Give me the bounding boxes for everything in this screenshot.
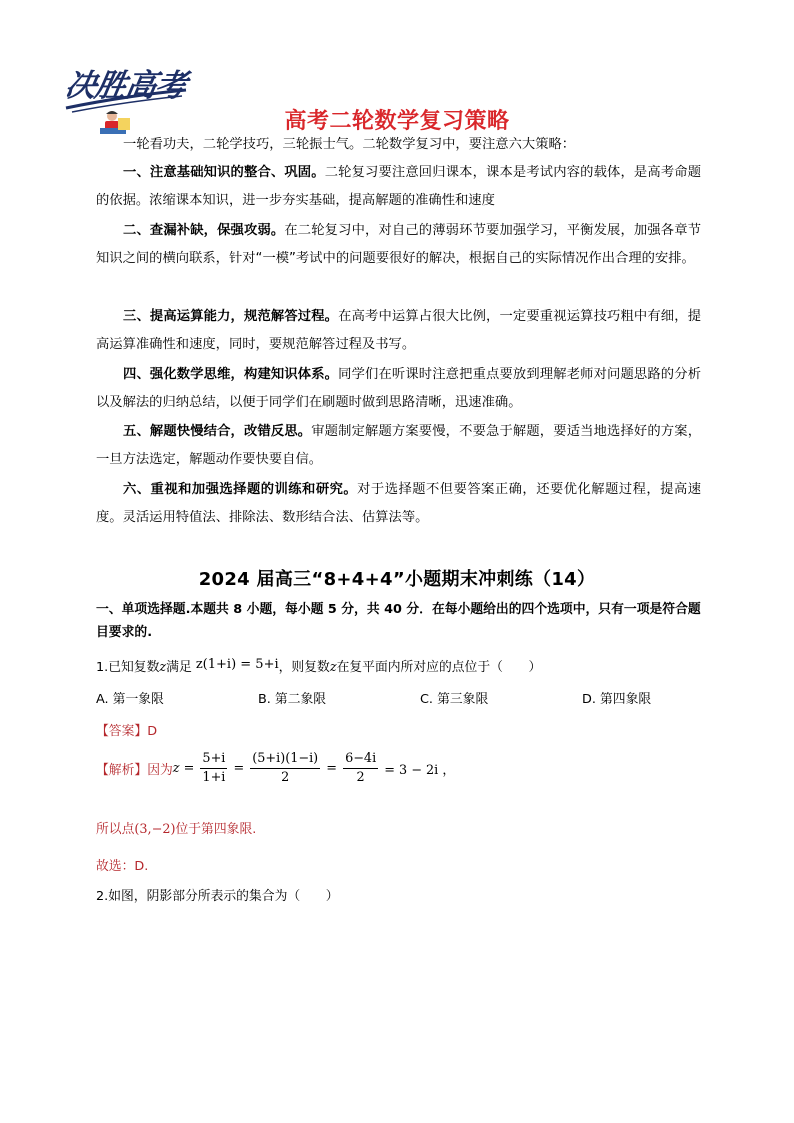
analysis-line: 【解析】因为z = $\frac{5+i}{1+i}$ = $\frac{(5+i)(1-i)}{2}$ = $\frac{6-4i}{2}$ = 3 − 2i ， <box>96 751 456 785</box>
fraction-1: $\frac{5+i}{1+i}$ <box>202 751 226 785</box>
question-1-equation: z(1+i) = 5+i <box>195 657 279 672</box>
exam-title: 2024 届高三“8+4+4”小题期末冲刺练（14） <box>198 569 596 590</box>
option-a[interactable]: A. 第一象限 <box>96 692 164 707</box>
option-c[interactable]: C. 第三象限 <box>420 692 489 707</box>
question-2: 2.如图，阴影部分所表示的集合为（ ） <box>96 889 339 904</box>
strategy-item-6: 六、重视和加强选择题的训练和研究。对于选择题不但要答案正确，还要优化解题过程，提高速度。灵活运用特值法、排除法、数形结合法、估算法等。 <box>96 482 702 525</box>
choose-line: 故选：D. <box>96 859 149 874</box>
point-location-line: 所以点(3,−2)位于第四象限. <box>96 822 257 837</box>
question-1: 1.已知复数z满足 z(1+i) = 5+i，则复数z在复平面内所对应的点位于（ ） <box>96 657 542 675</box>
option-d[interactable]: D. 第四象限 <box>582 692 652 707</box>
option-b[interactable]: B. 第二象限 <box>258 692 327 707</box>
strategy-item-3: 三、提高运算能力，规范解答过程。在高考中运算占很大比例，一定要重视运算技巧粗中有细，提高运算准确性和速度，同时，要规范解答过程及书写。 <box>96 309 701 352</box>
strategy-item-2: 二、查漏补缺，保强攻弱。在二轮复习中，对自己的薄弱环节要加强学习，平衡发展，加强各章节知识之间的横向联系，针对“一模”考试中的问题要很好的解决，根据自己的实际情况作出合理的安排。 <box>96 223 701 266</box>
fraction-3: $\frac{6-4i}{2}$ <box>345 751 377 785</box>
logo-text: 决胜高考 <box>62 68 189 104</box>
section-heading: 一、单项选择题.本题共 8 小题，每小题 5 分，共 40 分．在每小题给出的四个选项中，只有一项是符合题目要求的. <box>96 602 701 640</box>
fraction-2: $\frac{(5+i)(1-i)}{2}$ <box>252 751 319 785</box>
strategy-item-4: 四、强化数学思维，构建知识体系。同学们在听课时注意把重点要放到理解老师对问题思路的分析以及解法的归纳总结，以便于同学们在刷题时做到思路清晰，迅速准确。 <box>96 367 701 410</box>
answer-label: 【答案】D <box>96 724 158 739</box>
strategy-title: 高考二轮数学复习策略 <box>284 109 510 134</box>
strategy-item-1: 一、注意基础知识的整合、巩固。二轮复习要注意回归课本，课本是考试内容的载体，是高考命题的依据。浓缩课本知识，进一步夯实基础，提高解题的准确性和速度 <box>96 165 702 208</box>
strategy-item-5: 五、解题快慢结合，改错反思。审题制定解题方案要慢，不要急于解题，要适当地选择好的方案，一旦方法选定，解题动作要快要自信。 <box>96 424 701 467</box>
strategy-intro: 一轮看功夫，二轮学技巧，三轮振士气。二轮数学复习中，要注意六大策略： <box>123 137 576 152</box>
